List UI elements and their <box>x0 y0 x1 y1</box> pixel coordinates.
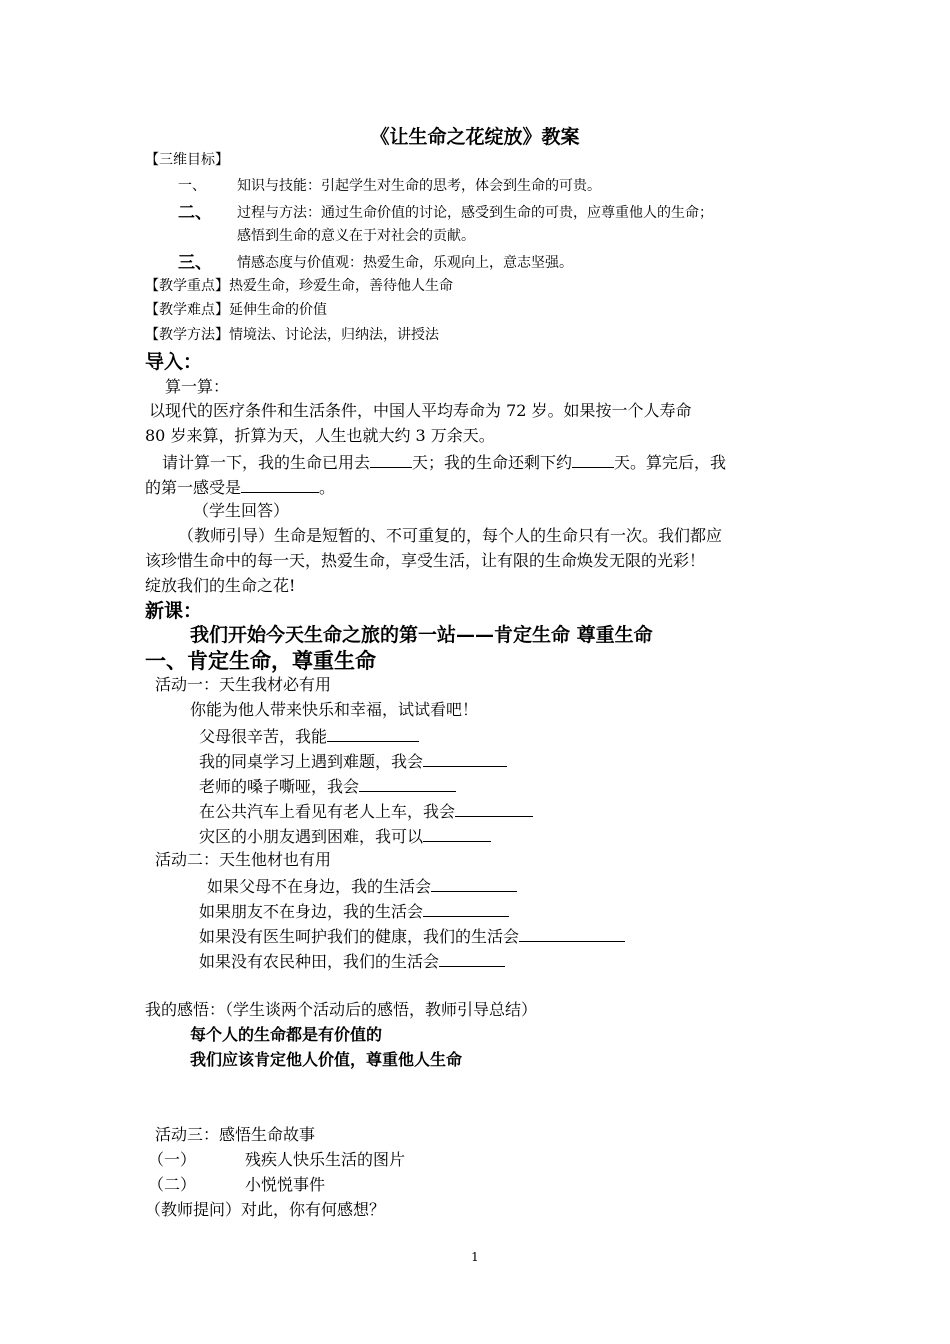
activity-3-item-1-text: 残疾人快乐生活的图片 <box>245 1150 406 1169</box>
activity-3-item-1-number: （一） <box>148 1150 197 1169</box>
intro-feeling-text: 的第一感受是 <box>145 478 242 497</box>
student-answer-note: （学生回答） <box>193 501 290 520</box>
activity-1-item-3-blank[interactable] <box>359 775 456 792</box>
reflection-label: 我的感悟：（学生谈两个活动后的感悟，教师引导总结） <box>145 1000 538 1019</box>
goal-number-1: 一、 <box>178 178 206 194</box>
teacher-guide-line-1: （教师引导）生命是短暂的、不可重复的，每个人的生命只有一次。我们都应 <box>178 526 723 545</box>
activity-1-item-4-text: 在公共汽车上看见有老人上车，我会 <box>199 802 456 821</box>
activity-2-item-3 <box>199 925 625 946</box>
intro-calc-question <box>162 451 726 472</box>
activity-2-item-3-text: 如果没有医生呵护我们的健康，我们的生活会 <box>199 927 520 946</box>
activity-2-item-3-blank[interactable] <box>519 925 625 942</box>
teaching-methods: 【教学方法】情境法、讨论法，归纳法，讲授法 <box>145 327 439 343</box>
activity-3-item-2-number: （二） <box>148 1175 197 1194</box>
goals-heading: 【三维目标】 <box>145 152 229 168</box>
teacher-question: （教师提问）对此，你有何感想？ <box>145 1200 386 1219</box>
activity-1-item-2-text: 我的同桌学习上遇到难题，我会 <box>199 752 424 771</box>
activity-2-item-2-text: 如果朋友不在身边，我的生活会 <box>199 902 424 921</box>
remaining-days-blank[interactable] <box>572 451 614 468</box>
intro-feeling-line <box>145 476 335 497</box>
activity-1-item-2-blank[interactable] <box>423 750 507 767</box>
teacher-guide-line-3: 绽放我们的生命之花! <box>145 576 296 595</box>
reflection-summary-2: 我们应该肯定他人价值，尊重他人生命 <box>190 1050 463 1069</box>
activity-1-item-5 <box>199 825 491 846</box>
activity-1-item-2 <box>199 750 507 771</box>
activity-2-item-2-blank[interactable] <box>423 900 509 917</box>
activity-1-item-4-blank[interactable] <box>455 800 533 817</box>
goal-text-2-cont: 感悟到生命的意义在于对社会的贡献。 <box>237 228 475 244</box>
activity-1-item-1-blank[interactable] <box>327 725 419 742</box>
activity-2-item-2 <box>199 900 509 921</box>
new-lesson-heading: 新课： <box>145 600 203 622</box>
activity-2-title: 活动二：天生他材也有用 <box>155 850 332 869</box>
activity-1-item-3-text: 老师的嗓子嘶哑，我会 <box>199 777 360 796</box>
intro-heading: 导入： <box>145 351 203 373</box>
activity-2-item-1 <box>207 875 517 896</box>
activity-2-item-1-text: 如果父母不在身边，我的生活会 <box>207 877 432 896</box>
intro-calc: 算一算： <box>165 377 230 396</box>
activity-1-item-5-text: 灾区的小朋友遇到困难，我可以 <box>199 827 424 846</box>
activity-2-item-4 <box>199 950 505 971</box>
teacher-guide-line-2: 该珍惜生命中的每一天，热爱生命，享受生活，让有限的生命焕发无限的光彩！ <box>145 551 706 570</box>
activity-1-item-1-text: 父母很辛苦，我能 <box>199 727 328 746</box>
page-number: 1 <box>471 1250 479 1264</box>
intro-paragraph-line-2: 80 岁来算，折算为天，人生也就大约 3 万余天。 <box>145 426 495 445</box>
goal-number-3: 三、 <box>178 253 212 273</box>
used-days-blank[interactable] <box>370 451 412 468</box>
key-point: 【教学重点】热爱生命，珍爱生命，善待他人生命 <box>145 278 453 294</box>
intro-calc-text-b: 天；我的生命还剩下约 <box>412 453 573 472</box>
goal-text-3: 情感态度与价值观：热爱生命，乐观向上，意志坚强。 <box>237 255 573 271</box>
activity-3-item-2-text: 小悦悦事件 <box>245 1175 326 1194</box>
goal-text-1: 知识与技能：引起学生对生命的思考，体会到生命的可贵。 <box>237 178 601 194</box>
activity-2-item-1-blank[interactable] <box>431 875 517 892</box>
section-1-heading: 一、肯定生命，尊重生命 <box>145 648 376 673</box>
goal-text-2: 过程与方法：通过生命价值的讨论，感受到生命的可贵，应尊重他人的生命； <box>237 205 713 221</box>
lesson-station-title: 我们开始今天生命之旅的第一站——肯定生命 尊重生命 <box>190 624 653 646</box>
intro-calc-text-a: 请计算一下，我的生命已用去 <box>162 453 371 472</box>
activity-1-item-4 <box>199 800 533 821</box>
document-title: 《让生命之花绽放》教案 <box>370 126 580 148</box>
activity-1-item-5-blank[interactable] <box>423 825 491 842</box>
difficulty: 【教学难点】延伸生命的价值 <box>145 302 327 318</box>
activity-1-item-1 <box>199 725 419 746</box>
activity-1-title: 活动一：天生我材必有用 <box>155 675 332 694</box>
intro-calc-text-c: 天。算完后，我 <box>614 453 727 472</box>
activity-1-prompt: 你能为他人带来快乐和幸福，试试看吧！ <box>190 700 479 719</box>
activity-1-item-3 <box>199 775 456 796</box>
intro-feeling-end: 。 <box>319 478 336 497</box>
goal-number-2: 二、 <box>178 203 212 223</box>
reflection-summary-1: 每个人的生命都是有价值的 <box>190 1025 383 1044</box>
activity-3-title: 活动三：感悟生命故事 <box>155 1125 316 1144</box>
activity-2-item-4-text: 如果没有农民种田，我们的生活会 <box>199 952 440 971</box>
intro-paragraph-line-1: 以现代的医疗条件和生活条件，中国人平均寿命为 72 岁。如果按一个人寿命 <box>149 401 692 420</box>
first-feeling-blank[interactable] <box>241 476 319 493</box>
activity-2-item-4-blank[interactable] <box>439 950 505 967</box>
